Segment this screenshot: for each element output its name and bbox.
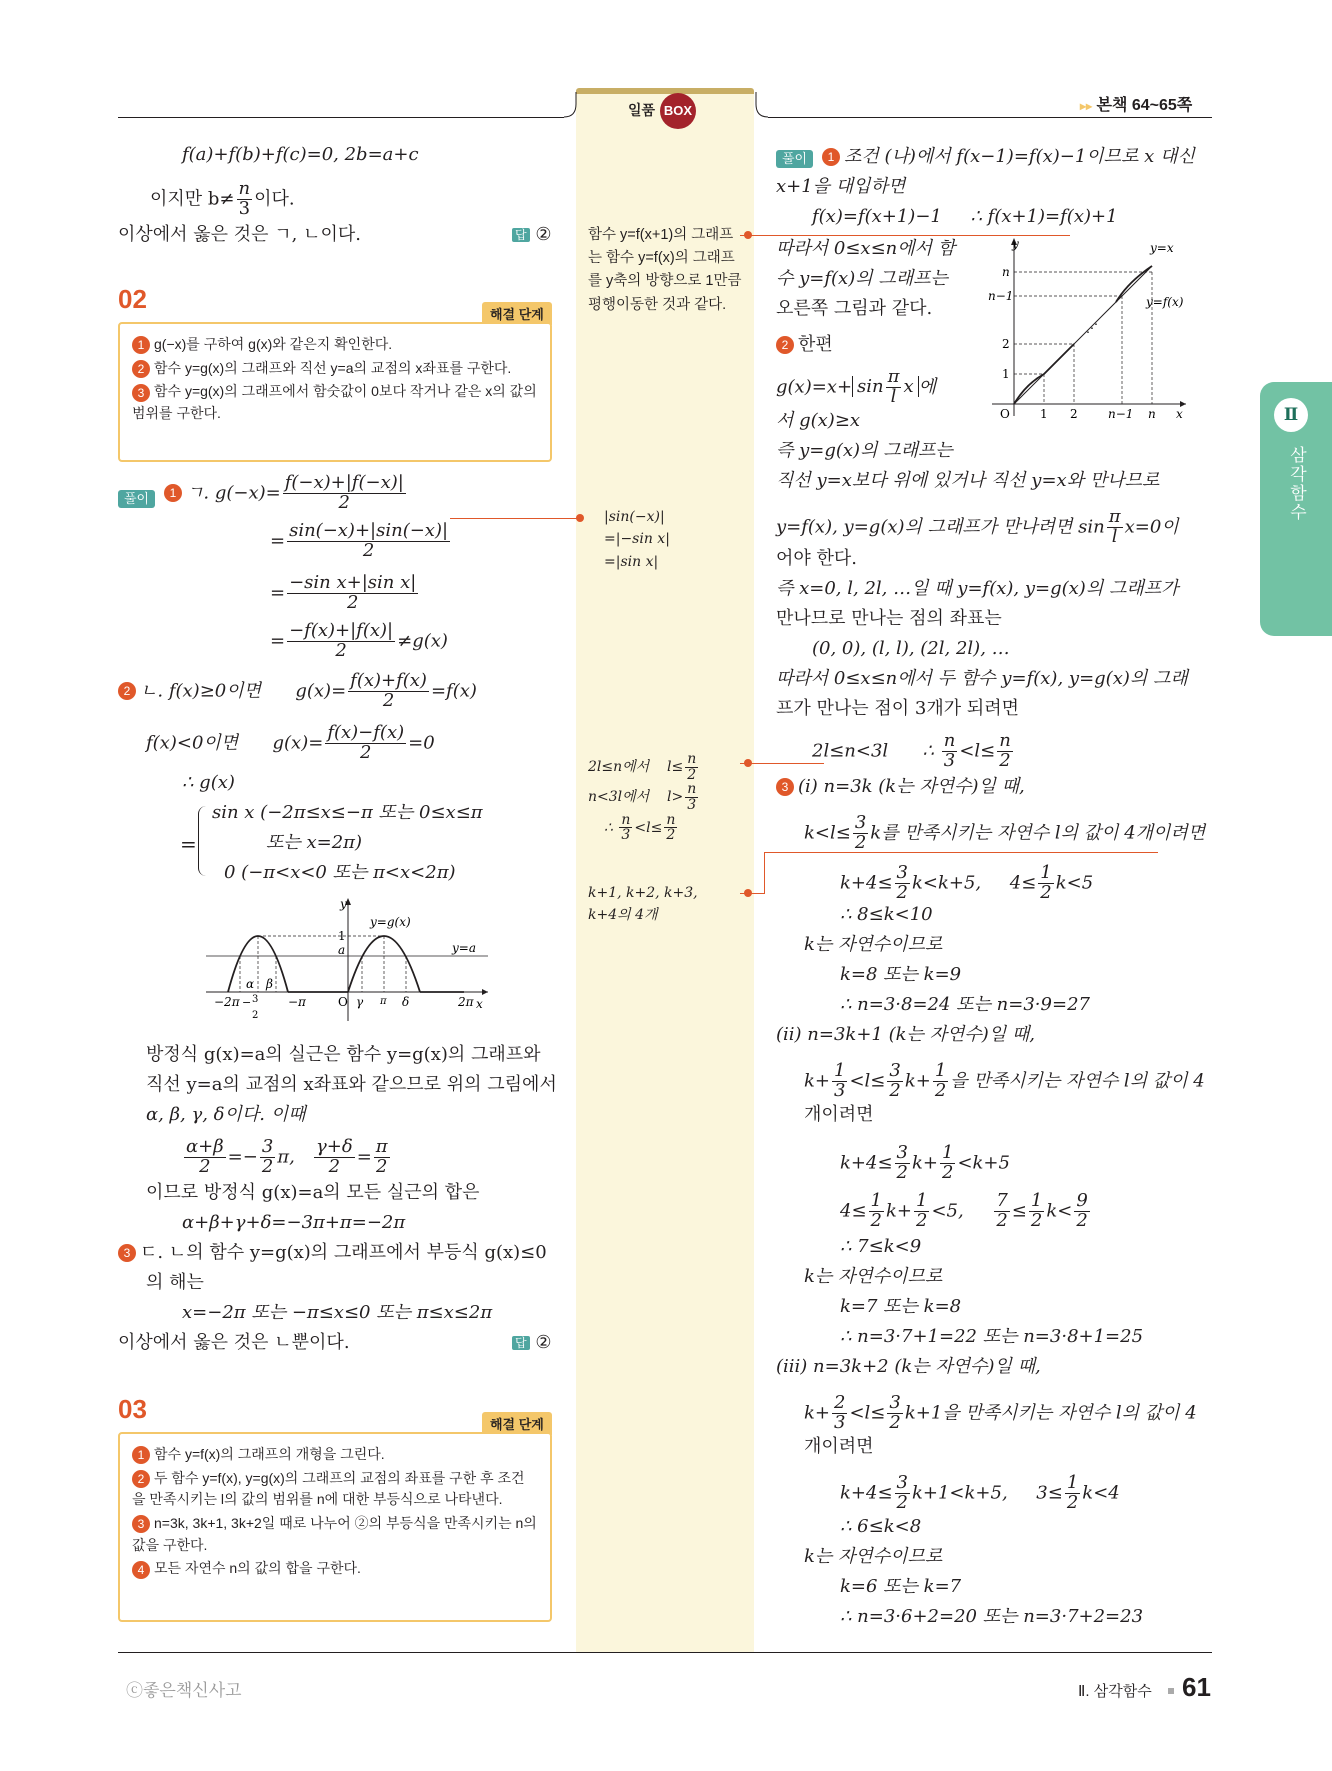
header-center-label: 일품 [628,102,656,118]
side-note-2-connector [450,518,578,519]
graph-fx-xn: n [1148,407,1156,420]
case-2-line-1: k+ $\frac{1}{3}$ <l≤ $\frac{3}{2}$ k+ $\frac{1}{2}$ 을 만족시키는 자연수 l의 값이 4 [804,1060,1205,1101]
right-line-11: 직선 y=x보다 위에 있거나 직선 y=x와 만나므로 [776,470,1160,491]
problem-02-steps [118,322,552,462]
left-para-9: 이상에서 옳은 것은 ㄴ뿐이다. [118,1332,350,1353]
graph-gx [206,896,496,1026]
case-3-line-3: k+4≤ $\frac{3}{2}$ k+1<k+5, 3≤ $\frac{1}{2}$ k<4 [840,1472,1120,1513]
right-line-18: 프가 만나는 점이 3개가 되려면 [776,698,1019,719]
graph-gx-m32: − [242,996,252,1009]
right-line-15: 만나므로 만나는 점의 좌표는 [776,608,1002,629]
side-note-2-dot [576,514,584,522]
step-03-4: 4 모든 자연수 n의 값의 합을 구한다. [132,1558,538,1580]
graph-gx-beta: β [266,977,273,991]
graph-fx-n1: n−1 [988,289,1014,303]
graph-fx-n: n [1002,265,1010,279]
left-para-7: 의 해는 [146,1272,204,1293]
footer-copyright: ⓒ좋은책신사고 [126,1681,242,1700]
graph-gx-three: 3 [252,994,259,1005]
sol02-line-1: 1 ㄱ. g(−x)= $\frac{f(-x)+|f(-x)|}{2}$ [164,474,408,513]
left-para-2: 직선 y=a의 교점의 x좌표와 같으므로 위의 그림에서 [146,1074,557,1095]
footer-dot [1168,1688,1174,1694]
graph-gx-gamma: γ [356,995,364,1009]
piecewise-brace [198,806,208,876]
sol03-label: 풀이 [776,148,813,170]
arrow-icon: ▸▸ [1080,99,1093,113]
step-03-3: 3 n=3k, 3k+1, 3k+2일 때로 나누어 ②의 부등식을 만족시키는 n의 값을 구한다. [132,1515,537,1553]
piecewise-case-3: 0 (−π<x<0 또는 π<x<2π) [224,862,456,883]
graph-fx-x: x [1176,407,1183,420]
left-para-4: 이므로 방정식 g(x)=a의 모든 실근의 합은 [146,1182,480,1203]
graph-gx-origin: O [338,995,348,1009]
graph-fx-yf: y=f(x) [1146,295,1184,309]
problem-02-number: 02 [118,284,147,314]
case-3-line-1: k+ $\frac{2}{3}$ <l≤ $\frac{3}{2}$ k+1을 만족시키는 자연수 l의 값이 4 [804,1392,1197,1433]
sol02-line-2: = $\frac{\sin(-x)+|\sin(-x)|}{2}$ [270,520,449,561]
graph-fx-2: 2 [1002,337,1010,351]
page-reference: ▸▸ 본책 64~65쪽 [1080,97,1193,114]
right-line-17: 따라서 0≤x≤n에서 두 함수 y=f(x), y=g(x)의 그래 [776,668,1188,689]
side-note-4: k+1, k+2, k+3, k+4의 4개 [588,885,698,924]
answer-mark-2: 답 ② [512,1332,551,1354]
step-number: 1 [132,336,150,354]
left-para-1: 방정식 g(x)=a의 실근은 함수 y=g(x)의 그래프와 [146,1044,541,1065]
case-1-line-2: k+4≤ $\frac{3}{2}$ k<k+5, 4≤ $\frac{1}{2}$ k<5 [840,862,1094,903]
case-1-line-6: ∴ n=3·8=24 또는 n=3·9=27 [840,994,1090,1015]
graph-fx-origin: O [1000,407,1010,420]
header-line-right [768,117,1212,118]
right-line-5: 수 y=f(x)의 그래프는 [776,268,948,289]
sol02-line-6: f(x)<0이면 g(x)= $\frac{f(x)-f(x)}{2}$ =0 [146,722,435,763]
piecewise-case-2: 또는 x=2π) [266,832,363,853]
side-note-4-dot [744,889,752,897]
graph-fx [986,234,1192,420]
side-note-3: 2l≤n에서 l≤ $\frac{n}{2}$ n<3l에서 l> $\frac{n}{3}$ ∴ $\frac{n}{3}$ <l≤ $\frac{n}{2}$ [588,751,697,844]
problem-03-number: 03 [118,1394,147,1424]
step-02-3: 3 함수 y=g(x)의 그래프에서 함숫값이 0보다 작거나 같은 x의 값의 범위를 구한다. [132,383,537,422]
header-box-badge: BOX [660,93,696,129]
right-line-16: (0, 0), (l, l), (2l, 2l), … [812,638,1010,659]
graph-gx-y: y [340,897,347,911]
problem-03-steps [118,1432,552,1622]
graph-fx-1: 1 [1002,367,1010,381]
graph-gx-alpha: α [246,977,255,991]
case-3-line-2: 개이려면 [804,1436,874,1457]
left-line-3: 이상에서 옳은 것은 ㄱ, ㄴ이다. [118,224,361,245]
graph-gx-one: 1 [338,929,346,943]
sol02-line-5: 2 ㄴ. f(x)≥0이면 g(x)= $\frac{f(x)+f(x)}{2}$ =f(x) [118,672,477,711]
case-3-heading: (ⅲ) n=3k+2 (k는 자연수)일 때, [776,1356,1041,1377]
case-3-line-5: k는 자연수이므로 [804,1546,943,1567]
steps-label-02: 해결 단계 [482,302,552,325]
case-3-line-4: ∴ 6≤k<8 [840,1516,922,1537]
case-1-line-3: ∴ 8≤k<10 [840,904,933,925]
left-para-5: α+β+γ+δ=−3π+π=−2π [182,1212,406,1233]
side-note-4-connector-v [764,852,765,894]
right-line-2: x+1을 대입하면 [776,176,906,197]
footer-line [118,1652,1212,1653]
graph-gx-mpi: −π [288,995,306,1009]
right-line-4: 따라서 0≤x≤n에서 함 [776,238,956,259]
step-03-2: 2 두 함수 y=f(x), y=g(x)의 그래프의 교점의 좌표를 구한 후 조건을 만족시키는 l의 값의 범위를 n에 대한 부등식으로 나타낸다. [132,1469,525,1508]
header-line-left [118,117,564,118]
left-para-6: 3 ㄷ. ㄴ의 함수 y=g(x)의 그래프에서 부등식 g(x)≤0 [118,1242,547,1264]
graph-gx-delta: δ [402,995,410,1009]
graph-gx-ya: y=a [452,941,476,955]
step-number: 2 [132,360,150,378]
case-2-line-7: k=7 또는 k=8 [840,1296,962,1317]
right-line-10: 즉 y=g(x)의 그래프는 [776,440,953,461]
side-note-2: |sin(−x)| =|−sin x| =|sin x| [604,509,670,570]
case-1-line-1: k<l≤ $\frac{3}{2}$ k를 만족시키는 자연수 l의 값이 4개이려면 [804,812,1206,853]
case-1-heading: 3 (ⅰ) n=3k (k는 자연수)일 때, [776,776,1025,798]
left-para-3: α, β, γ, δ이다. 이때 [146,1104,306,1125]
right-line-19: 2l≤n<3l ∴ $\frac{n}{3}$ <l≤ $\frac{n}{2}$ [812,730,1011,771]
graph-fx-xn1: n−1 [1108,407,1134,420]
case-3-line-7: ∴ n=3·6+2=20 또는 n=3·7+2=23 [840,1606,1144,1627]
case-2-line-6: k는 자연수이므로 [804,1266,943,1287]
case-2-line-2: 개이려면 [804,1104,874,1125]
solution-label-02: 풀이 [118,488,155,510]
graph-fx-dots: ⋰ [1086,321,1098,335]
graph-gx-m2pi: −2π [214,995,240,1009]
chapter-tab [1260,382,1332,636]
chapter-roman-badge: Ⅱ [1274,398,1308,432]
left-line-2: 이지만 b≠ $\frac{n}{3}$ 이다. [150,178,295,219]
center-column-bg [576,92,754,1652]
right-line-14: 즉 x=0, l, 2l, …일 때 y=f(x), y=g(x)의 그래프가 [776,578,1179,599]
sol02-line-3: = $\frac{\text{−sin x+|sin x|}}{2}$ [270,572,417,613]
case-1-line-4: k는 자연수이므로 [804,934,943,955]
right-line-12: y=f(x), y=g(x)의 그래프가 만나려면 sin $\frac{\pi}{l}$ x=0이 [776,506,1179,547]
case-2-line-4: 4≤ $\frac{1}{2}$ k+ $\frac{1}{2}$ <5, $\frac{7}{2}$ ≤ $\frac{1}{2}$ k< $\frac{9}{2}$ [840,1190,1088,1231]
left-line-1: f(a)+f(b)+f(c)=0, 2b=a+c [182,144,419,165]
page-number: 61 [1182,1672,1211,1702]
graph-gx-x: x [476,997,483,1011]
side-note-1-dot [744,231,752,239]
piecewise-eq: = [180,832,197,856]
steps-label-03: 해결 단계 [482,1412,552,1435]
case-2-heading: (ⅱ) n=3k+1 (k는 자연수)일 때, [776,1024,1036,1045]
piecewise-case-1: sin x (−2π≤x≤−π 또는 0≤x≤π [212,802,483,823]
left-para-8: x=−2π 또는 −π≤x≤0 또는 π≤x≤2π [182,1302,493,1323]
graph-gx-2pi: 2π [458,995,474,1009]
right-line-3: f(x)=f(x+1)−1 ∴ f(x+1)=f(x)+1 [812,206,1118,227]
case-3-line-6: k=6 또는 k=7 [840,1576,962,1597]
case-2-line-3: k+4≤ $\frac{3}{2}$ k+ $\frac{1}{2}$ <k+5 [840,1142,1010,1183]
right-line-13: 어야 한다. [776,548,857,569]
side-note-3-dot [744,759,752,767]
step-number: 3 [132,384,150,402]
case-2-line-5: ∴ 7≤k<9 [840,1236,922,1257]
graph-gx-a: a [338,943,346,957]
graph-gx-two: 2 [252,1010,259,1021]
sol02-line-4: = $\frac{-f(x)+|f(x)|}{2}$ ≠g(x) [270,620,448,661]
sol02-line-7: ∴ g(x) [182,772,235,793]
graph-fx-yx: y=x [1150,241,1174,255]
right-line-8: g(x)=x+ sin $\frac{\pi}{l}$ x 에 [776,366,937,407]
step-02-1: 1 g(−x)를 구하여 g(x)와 같은지 확인한다. [132,334,538,356]
left-fraction-line: $\frac{\alpha+\beta}{2}$ =− $\frac{3}{2}$ π, $\frac{\gamma+\delta}{2}$ = $\frac{\pi}{2}$ [186,1136,388,1177]
graph-fx-x1: 1 [1040,407,1048,420]
graph-fx-x2: 2 [1070,407,1078,420]
step-03-1: 1 함수 y=f(x)의 그래프의 개형을 그린다. [132,1444,538,1466]
step-02-2: 2 함수 y=g(x)의 그래프와 직선 y=a의 교점의 x좌표를 구한다. [132,358,538,380]
right-line-7: 2 한편 [776,334,833,356]
side-note-1: 함수 y=f(x+1)의 그래프는 함수 y=f(x)의 그래프를 y축의 방향으로 1만큼 평행이동한 것과 같다. [588,227,742,313]
case-1-line-5: k=8 또는 k=9 [840,964,962,985]
right-line-6: 오른쪽 그림과 같다. [776,298,933,319]
case-2-line-8: ∴ n=3·7+1=22 또는 n=3·8+1=25 [840,1326,1144,1347]
graph-gx-pi: π [380,996,387,1007]
right-line-9: 서 g(x)≥x [776,410,861,431]
chapter-title: 삼각함수 [1287,446,1306,522]
answer-mark-1: 답 ② [512,224,551,246]
graph-gx-yg: y=g(x) [370,915,411,929]
graph-fx-y: y [1012,237,1019,251]
right-line-1: 1 조건 (나)에서 f(x−1)=f(x)−1이므로 x 대신 [822,146,1195,168]
footer-section: Ⅱ. 삼각함수 [1078,1683,1152,1700]
